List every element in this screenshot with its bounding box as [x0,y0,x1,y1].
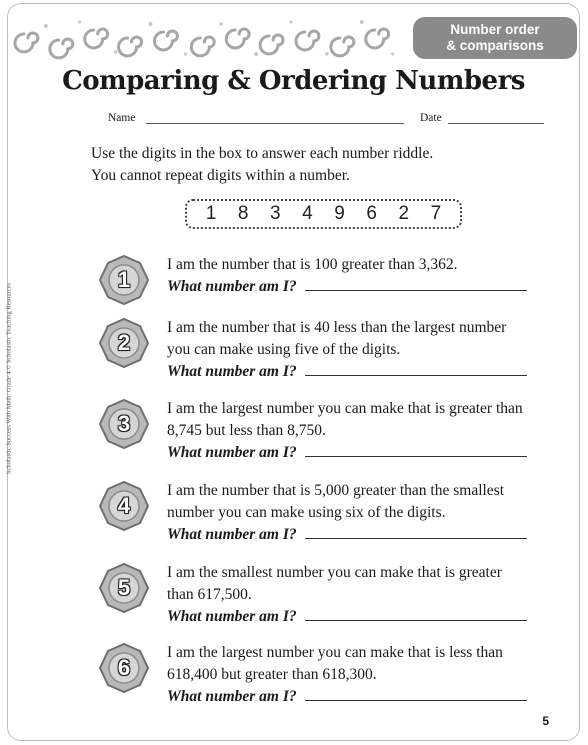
riddle-number-badge [98,562,150,614]
riddle-line: 8,745 but less than 8,750. [167,422,326,439]
riddle-prompt [167,276,557,298]
prompt-label: What number am I? [167,363,297,380]
riddle-item [98,317,558,387]
riddle-text [167,642,557,708]
riddle-item [98,254,558,324]
digit: 8 [237,203,249,224]
digit: 7 [430,203,442,224]
prompt-label: What number am I? [167,688,297,705]
riddle-item [98,642,558,712]
riddle-prompt [167,524,557,546]
riddle-text [167,562,557,628]
digit-box [185,199,462,229]
riddle-text [167,317,557,383]
riddle-line: 618,400 but greater than 618,300. [167,666,377,683]
name-field[interactable] [146,123,404,124]
digit: 4 [302,203,313,224]
riddle-number: 4 [117,493,131,518]
instructions [91,143,433,187]
date-label: Date [420,112,442,124]
prompt-label: What number am I? [167,526,297,543]
prompt-label: What number am I? [167,278,297,295]
name-label: Name [108,112,136,124]
riddle-prompt [167,606,557,628]
worksheet-page [7,3,580,741]
answer-field[interactable] [305,442,527,457]
topic-tag-line2: & comparisons [446,38,544,53]
prompt-label: What number am I? [167,444,297,461]
riddle-text [167,254,557,298]
riddle-number: 5 [117,575,131,600]
riddle-prompt [167,686,557,708]
riddle-line: I am the number that is 100 greater than 3,362. [167,256,458,273]
riddle-number-badge [98,480,150,532]
answer-field[interactable] [305,361,527,376]
digit: 2 [398,203,410,224]
riddle-line: I am the largest number you can make that is less than [167,644,503,661]
page-title: Comparing & Ordering Numbers [62,66,525,96]
riddle-number: 3 [117,411,131,436]
riddle-line: I am the smallest number you can make that is greater [167,564,502,581]
digit: 6 [366,203,377,224]
riddle-line: I am the largest number you can make that is greater than [167,400,523,417]
riddle-line: than 617,500. [167,586,252,603]
answer-field[interactable] [305,276,527,291]
side-credit-text: Scholastic Success With Math: Grade 4 © Scholastic Teaching Resources [5,282,13,475]
riddle-line: you can make using five of the digits. [167,341,401,358]
riddle-number-badge [98,254,150,306]
answer-field[interactable] [305,606,527,621]
topic-tag [413,17,577,59]
digit: 3 [270,203,281,224]
answer-field[interactable] [305,686,527,701]
riddle-number: 2 [117,330,131,355]
answer-field[interactable] [305,524,527,539]
date-field[interactable] [448,123,544,124]
prompt-label: What number am I? [167,608,297,625]
riddle-item [98,398,558,468]
digit: 1 [205,203,217,224]
page-number: 5 [542,714,549,728]
riddle-number-badge [98,642,150,694]
riddle-item [98,480,558,550]
riddle-item [98,562,558,632]
riddle-number: 1 [117,267,131,292]
riddle-number-badge [98,398,150,450]
riddle-prompt [167,442,557,464]
riddle-text [167,398,557,464]
riddle-line: I am the number that is 5,000 greater than the smallest [167,482,505,499]
riddle-number-badge [98,317,150,369]
riddle-line: I am the number that is 40 less than the largest number [167,319,507,336]
topic-tag-line1: Number order [450,22,540,37]
riddle-text [167,480,557,546]
riddle-prompt [167,361,557,383]
instruction-line: Use the digits in the box to answer each number riddle. [91,145,434,162]
riddle-line: number you can make using six of the digits. [167,504,446,521]
instruction-line: You cannot repeat digits within a number. [91,167,350,184]
digit: 9 [334,203,345,224]
riddle-number: 6 [117,655,131,680]
